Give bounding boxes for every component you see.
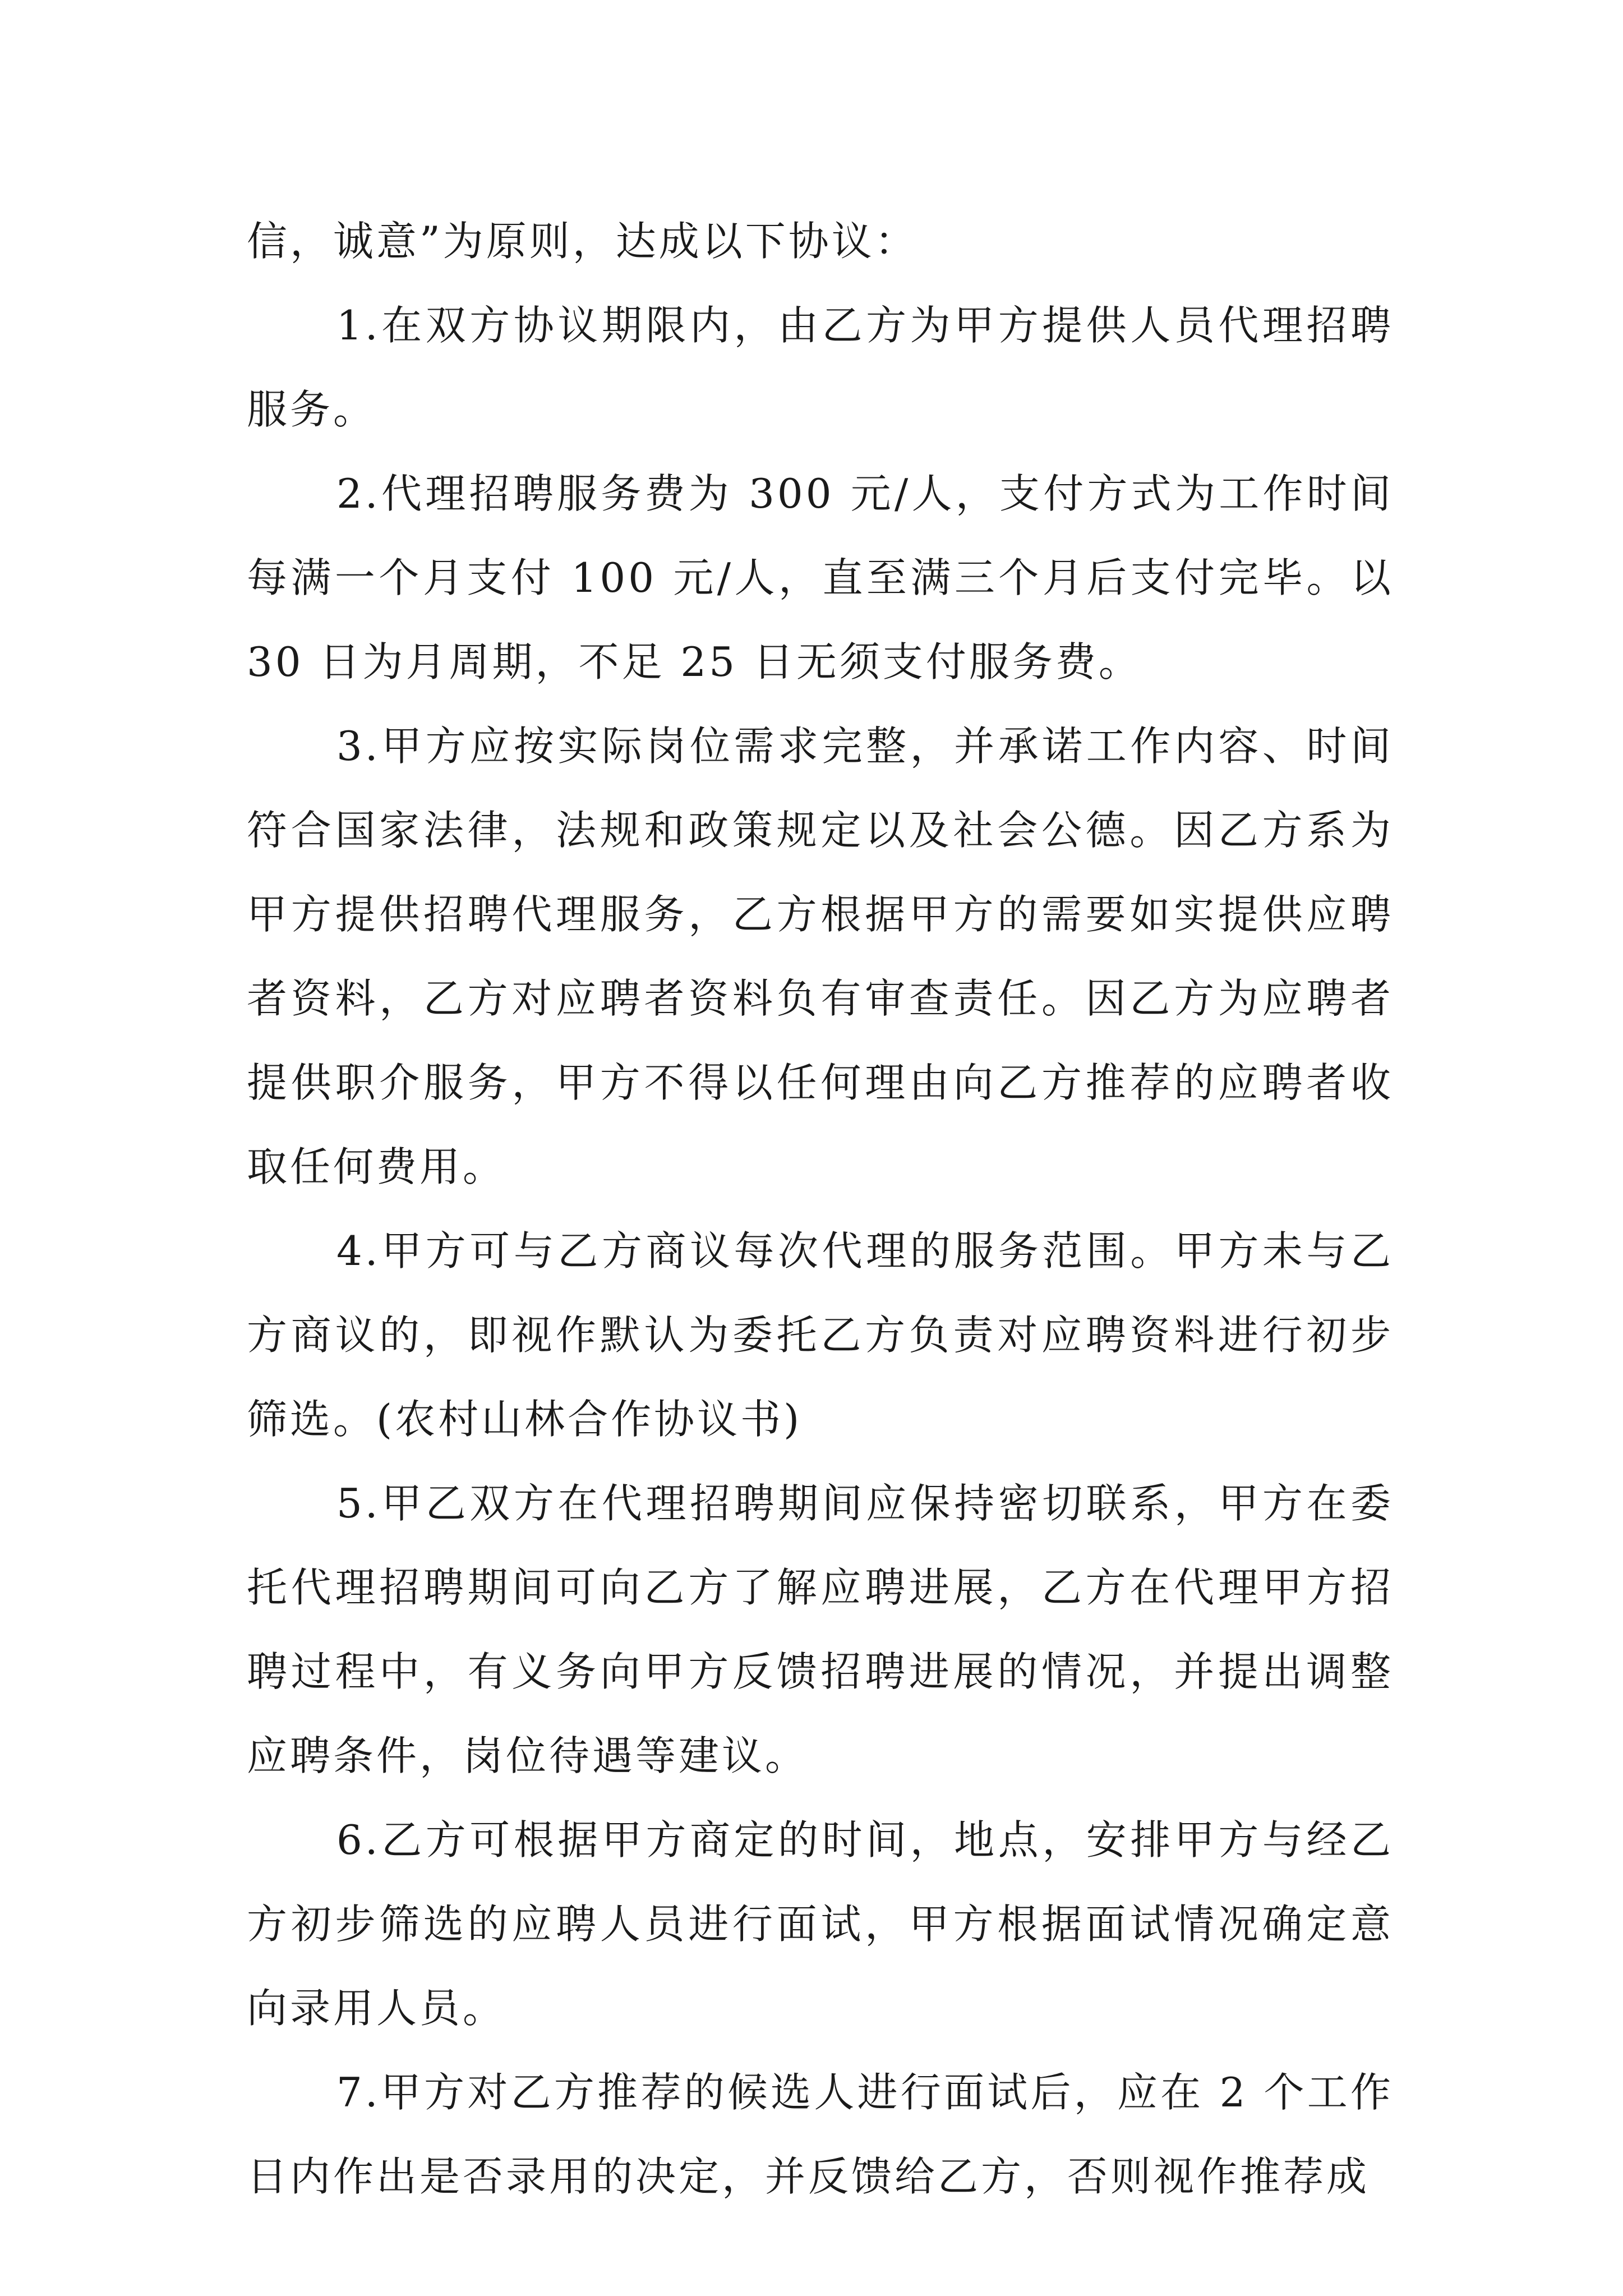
lead-paragraph: 信，诚意”为原则，达成以下协议： xyxy=(247,218,918,265)
clause-3: 3.甲方应按实际岗位需求完整，并承诺工作内容、时间符合国家法律，法规和政策规定以及社会公德。因乙方系为甲方提供招聘代理服务，乙方根据甲方的需要如实提供应聘者资料，乙方对应聘者资料负有审查责任。因乙方为应聘者提供职介服务，甲方不得以任何理由向乙方推荐的应聘者收取任何费用。 xyxy=(247,723,1394,1190)
clause-1: 1.在双方协议期限内，由乙方为甲方提供人员代理招聘服务。 xyxy=(247,302,1394,433)
clause-5: 5.甲乙双方在代理招聘期间应保持密切联系，甲方在委托代理招聘期间可向乙方了解应聘进展，乙方在代理甲方招聘过程中，有义务向甲方反馈招聘进展的情况，并提出调整应聘条件，岗位待遇等建议。 xyxy=(247,1480,1394,1779)
clause-4: 4.甲方可与乙方商议每次代理的服务范围。甲方未与乙方商议的，即视作默认为委托乙方负责对应聘资料进行初步筛选。(农村山林合作协议书) xyxy=(247,1227,1394,1443)
clause-6: 6.乙方可根据甲方商定的时间，地点，安排甲方与经乙方初步筛选的应聘人员进行面试，甲方根据面试情况确定意向录用人员。 xyxy=(247,1816,1394,2032)
clause-7: 7.甲方对乙方推荐的候选人进行面试后，应在 2 个工作日内作出是否录用的决定，并反馈给乙方，否则视作推荐成 xyxy=(247,2069,1394,2200)
clause-2: 2.代理招聘服务费为 300 元/人，支付方式为工作时间每满一个月支付 100 元/人，直至满三个月后支付完毕。以 30 日为月周期，不足 25 日无须支付服务费。 xyxy=(247,470,1394,685)
document-body xyxy=(247,199,1394,2219)
